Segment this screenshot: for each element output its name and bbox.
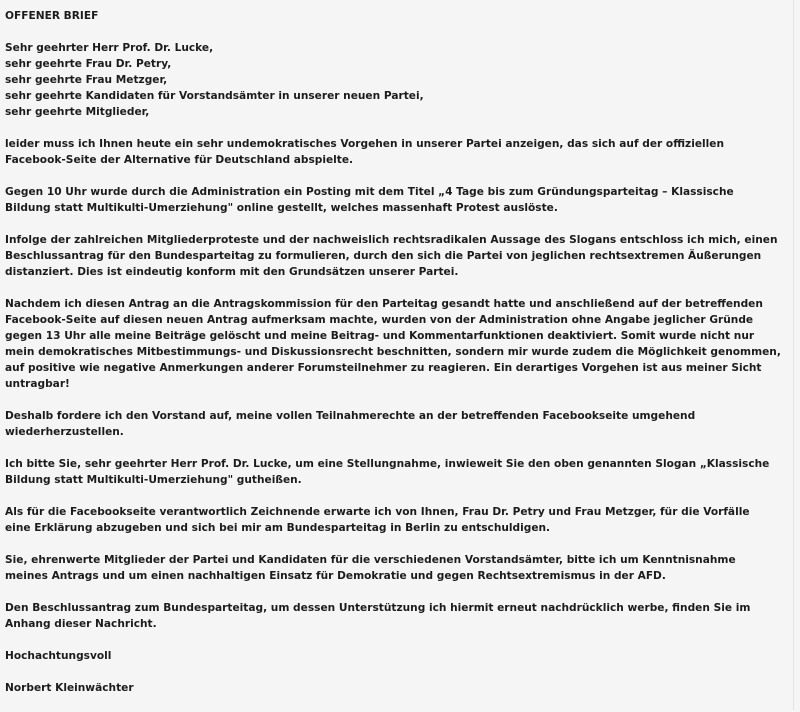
- salutation-line: Sehr geehrter Herr Prof. Dr. Lucke,: [5, 42, 214, 54]
- signature-text: Norbert Kleinwächter: [5, 682, 134, 694]
- paragraph-line: Sie, ehrenwerte Mitglieder der Partei und Kandidaten für die verschiedenen Vorstandsämter, bitte ich um Kenntnisnahme: [5, 554, 736, 566]
- paragraph-line: leider muss ich Ihnen heute ein sehr undemokratisches Vorgehen in unserer Partei anzeigen, das sich auf der offiziellen: [5, 138, 724, 150]
- paragraph-line: Infolge der zahlreichen Mitgliederproteste und der nachweislich rechtsradikalen Aussage des Slogans entschloss ich mich, einen: [5, 234, 778, 246]
- paragraph-line: mein demokratisches Mitbestimmungs- und Diskussionsrecht beschnitten, sondern mir wurde zudem die Möglichkeit genommen,: [5, 346, 781, 358]
- paragraph-line: untragbar!: [5, 378, 70, 390]
- paragraph-members-appeal: [5, 552, 790, 584]
- signature: [5, 680, 790, 696]
- paragraph-motion: [5, 232, 790, 280]
- paragraph-deletion: [5, 296, 790, 392]
- paragraph-line: Beschlussantrag für den Bundesparteitag zu formulieren, durch den sich die Partei von jeglichen rechtsextremen Äußerungen: [5, 250, 762, 262]
- paragraph-line: Den Beschlussantrag zum Bundesparteitag, um dessen Unterstützung ich hiermit erneut nachdrücklich werbe, finden Sie im: [5, 602, 751, 614]
- salutation-line: sehr geehrte Frau Dr. Petry,: [5, 58, 172, 70]
- open-letter: [5, 8, 790, 712]
- paragraph-line: wiederherzustellen.: [5, 426, 124, 438]
- paragraph-intro: [5, 136, 790, 168]
- paragraph-line: gegen 13 Uhr alle meine Beiträge gelöscht und meine Beitrag- und Kommentarfunktionen deaktiviert. Somit wurde nicht nur: [5, 330, 755, 342]
- paragraph-line: Gegen 10 Uhr wurde durch die Administration ein Posting mit dem Titel „4 Tage bis zum Gründungsparteitag – Klassische: [5, 186, 734, 198]
- paragraph-demand: [5, 408, 790, 440]
- paragraph-line: Anhang dieser Nachricht.: [5, 618, 157, 630]
- paragraph-line: Deshalb fordere ich den Vorstand auf, meine vollen Teilnahmerechte an der betreffenden Facebookseite umgehend: [5, 410, 696, 422]
- paragraph-apology-request: [5, 504, 790, 536]
- paragraph-line: Bildung statt Multikulti-Umerziehung" gutheißen.: [5, 474, 302, 486]
- salutation-line: sehr geehrte Mitglieder,: [5, 106, 150, 118]
- paragraph-attachment: [5, 600, 790, 632]
- paragraph-line: Als für die Facebookseite verantwortlich Zeichnende erwarte ich von Ihnen, Frau Dr. Petry und Frau Metzger, für die Vorfälle: [5, 506, 750, 518]
- closing-text: Hochachtungsvoll: [5, 650, 112, 662]
- paragraph-line: distanziert. Dies ist eindeutig konform mit den Grundsätzen unserer Partei.: [5, 266, 459, 278]
- paragraph-line: eine Erklärung abzugeben und sich bei mir am Bundesparteitag in Berlin zu entschuldigen.: [5, 522, 551, 534]
- closing: [5, 648, 790, 664]
- paragraph-line: Nachdem ich diesen Antrag an die Antragskommission für den Parteitag gesandt hatte und anschließend auf der betreffenden: [5, 298, 763, 310]
- letter-title: [5, 8, 790, 24]
- right-divider: [793, 0, 794, 710]
- paragraph-line: Facebook-Seite der Alternative für Deutschland abspielte.: [5, 154, 354, 166]
- salutation-block: [5, 40, 790, 120]
- letter-title-text: OFFENER BRIEF: [5, 10, 99, 22]
- salutation-line: sehr geehrte Kandidaten für Vorstandsämter in unserer neuen Partei,: [5, 90, 424, 102]
- paragraph-line: auf positive wie negative Anmerkungen anderer Forumsteilnehmer zu reagieren. Ein derartiges Vorgehen ist aus meiner Sicht: [5, 362, 762, 374]
- salutation-line: sehr geehrte Frau Metzger,: [5, 74, 168, 86]
- paragraph-statement-request: [5, 456, 790, 488]
- paragraph-line: Ich bitte Sie, sehr geehrter Herr Prof. Dr. Lucke, um eine Stellungnahme, inwieweit Sie den oben genannten Slogan „Klassische: [5, 458, 770, 470]
- paragraph-posting: [5, 184, 790, 216]
- paragraph-line: Bildung statt Multikulti-Umerziehung" online gestellt, welches massenhaft Protest auslöste.: [5, 202, 558, 214]
- paragraph-line: meines Antrags und um einen nachhaltigen Einsatz für Demokratie und gegen Rechtsextremismus in der AFD.: [5, 570, 666, 582]
- paragraph-line: Facebook-Seite auf diesen neuen Antrag aufmerksam machte, wurden von der Administration ohne Angabe jeglicher Gründe: [5, 314, 754, 326]
